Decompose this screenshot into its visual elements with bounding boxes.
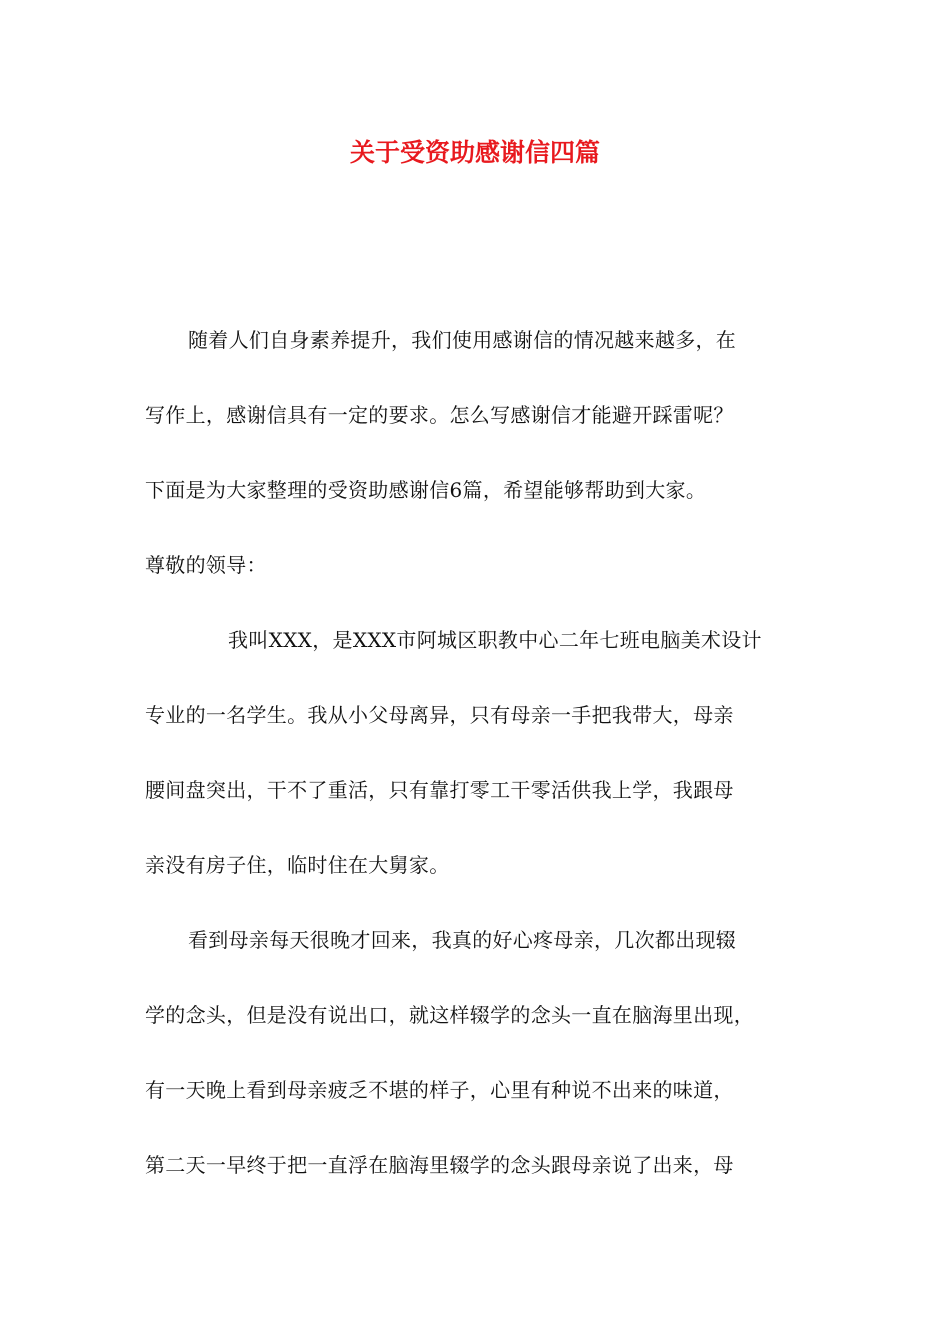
paragraph-line: 写作上，感谢信具有一定的要求。怎么写感谢信才能避开踩雷呢？ <box>145 403 734 427</box>
paragraph-line: 看到母亲每天很晚才回来，我真的好心疼母亲，几次都出现辍 <box>188 928 737 952</box>
paragraph-line: 随着人们自身素养提升，我们使用感谢信的情况越来越多，在 <box>188 328 737 352</box>
paragraph-line: 我叫XXX，是XXX市阿城区职教中心二年七班电脑美术设计 <box>228 628 762 652</box>
document-title: 关于受资助感谢信四篇 <box>349 138 600 167</box>
paragraph-line: 腰间盘突出，干不了重活，只有靠打零工干零活供我上学，我跟母 <box>145 778 734 802</box>
salutation: 尊敬的领导： <box>145 553 267 577</box>
paragraph-line: 有一天晚上看到母亲疲乏不堪的样子，心里有种说不出来的味道， <box>145 1078 734 1102</box>
paragraph-line: 学的念头，但是没有说出口，就这样辍学的念头一直在脑海里出现， <box>145 1003 754 1027</box>
paragraph-line: 第二天一早终于把一直浮在脑海里辍学的念头跟母亲说了出来，母 <box>145 1153 734 1177</box>
paragraph-line: 亲没有房子住，临时住在大舅家。 <box>145 853 450 877</box>
paragraph-line: 下面是为大家整理的受资助感谢信6篇，希望能够帮助到大家。 <box>145 478 707 502</box>
paragraph-line: 专业的一名学生。我从小父母离异，只有母亲一手把我带大，母亲 <box>145 703 734 727</box>
